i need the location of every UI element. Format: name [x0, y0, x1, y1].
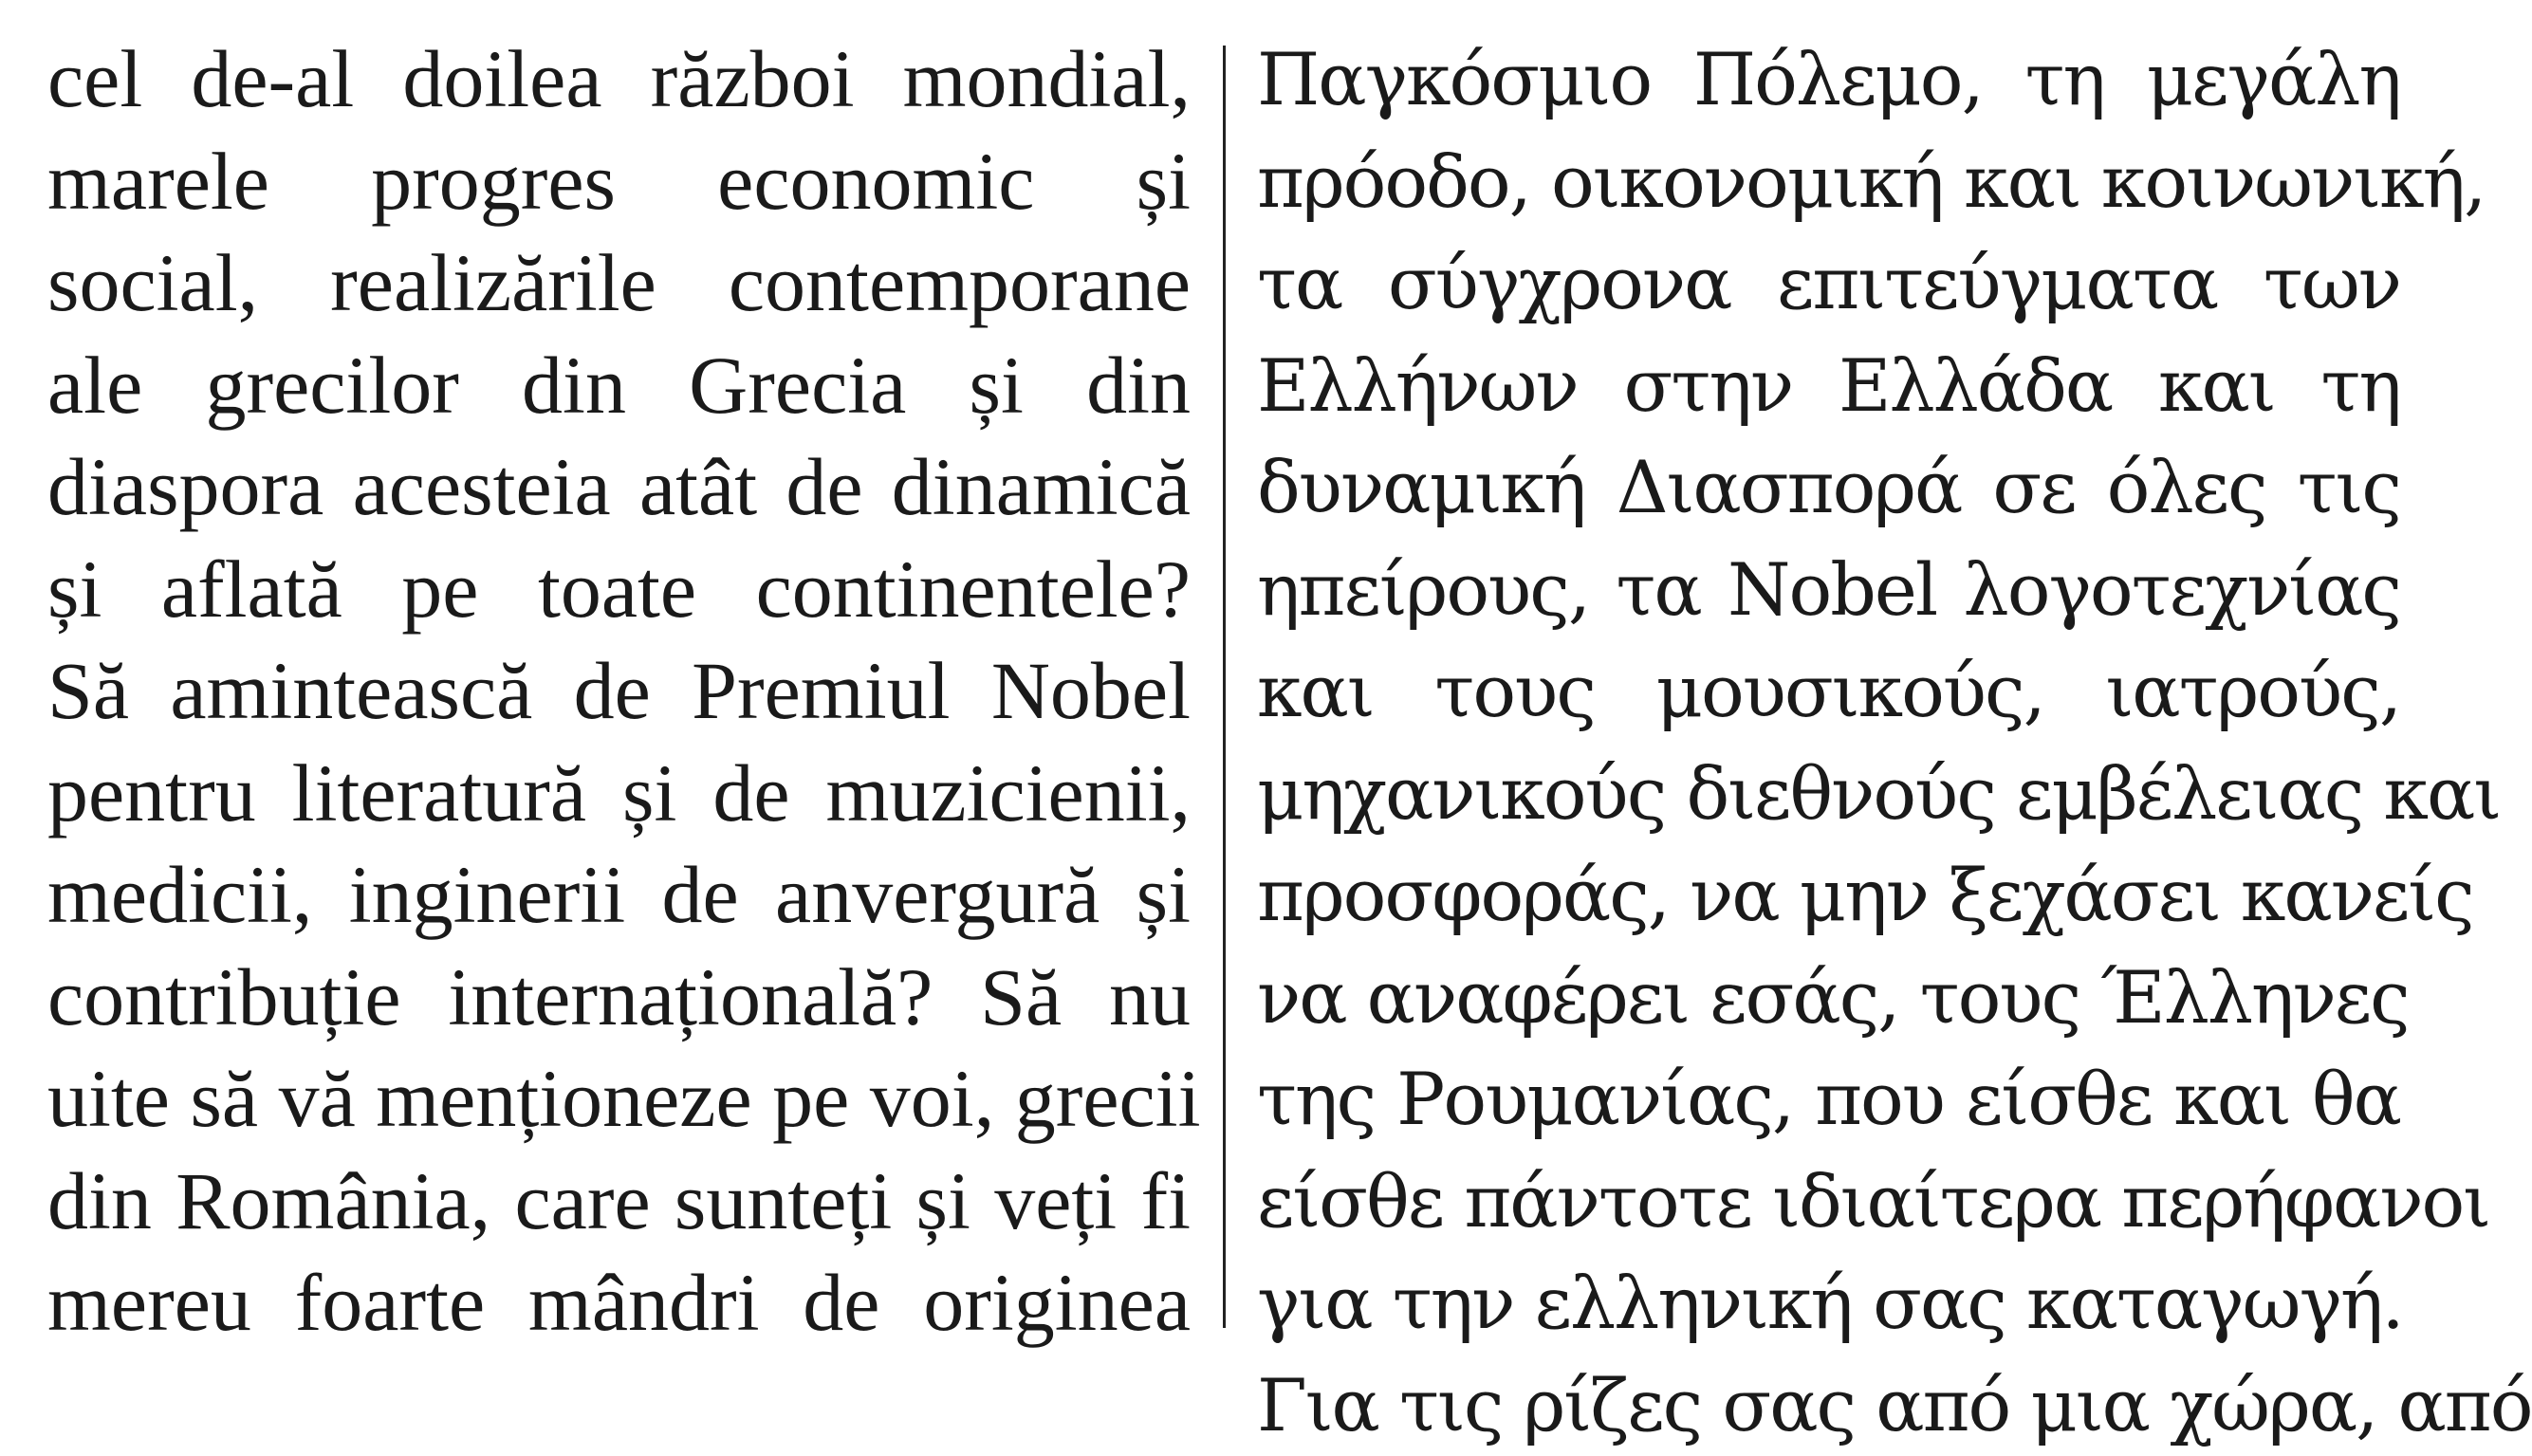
text-line: να αναφέρει εσάς, τους Έλληνες — [1257, 947, 2400, 1049]
romanian-text-column — [47, 28, 1191, 1355]
column-divider — [1223, 46, 1226, 1328]
text-line: πρόοδο, οικονομική και κοινωνική, — [1257, 131, 2400, 233]
text-line: diaspora acesteia atât de dinamică — [47, 436, 1191, 539]
text-line: είσθε πάντοτε ιδιαίτερα περήφανοι — [1257, 1151, 2400, 1253]
text-line: marele progres economic și — [47, 131, 1191, 233]
text-line: pentru literatură și de muzicienii, — [47, 743, 1191, 845]
text-line: τα σύγχρονα επιτεύγματα των — [1257, 232, 2400, 335]
text-line: medicii, inginerii de anvergură și — [47, 844, 1191, 947]
text-line: uite să vă menționeze pe voi, grecii — [47, 1048, 1191, 1151]
text-line: mereu foarte mândri de originea — [47, 1252, 1191, 1355]
text-line: din România, care sunteți și veți fi — [47, 1151, 1191, 1253]
text-line: cel de-al doilea război mondial, — [47, 28, 1191, 131]
text-line: social, realizările contemporane — [47, 232, 1191, 335]
text-line: δυναμική Διασπορά σε όλες τις — [1257, 436, 2400, 539]
text-line: Să amintească de Premiul Nobel — [47, 640, 1191, 743]
text-line: contribuție internațională? Să nu — [47, 947, 1191, 1049]
greek-text-column — [1257, 28, 2400, 1456]
text-line: μηχανικούς διεθνούς εμβέλειας και — [1257, 743, 2400, 845]
text-line: για την ελληνική σας καταγωγή. — [1257, 1252, 2400, 1355]
text-line: προσφοράς, να μην ξεχάσει κανείς — [1257, 844, 2400, 947]
text-line: ηπείρους, τα Nobel λογοτεχνίας — [1257, 539, 2400, 641]
text-line: και τους μουσικούς, ιατρούς, — [1257, 640, 2400, 743]
text-line: της Ρουμανίας, που είσθε και θα — [1257, 1048, 2400, 1151]
text-line: Ελλήνων στην Ελλάδα και τη — [1257, 335, 2400, 437]
text-line: Παγκόσμιο Πόλεμο, τη μεγάλη — [1257, 28, 2400, 131]
text-line: ale grecilor din Grecia și din — [47, 335, 1191, 437]
text-line: și aflată pe toate continentele? — [47, 539, 1191, 641]
text-line: Για τις ρίζες σας από μια χώρα, από — [1257, 1355, 2400, 1456]
